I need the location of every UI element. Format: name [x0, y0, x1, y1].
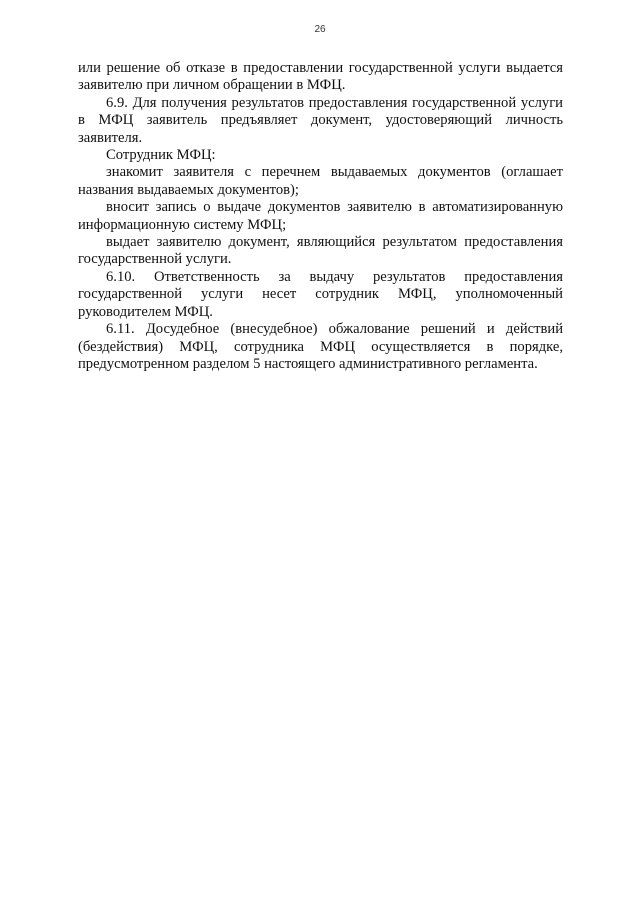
paragraph-staff-duty-1: знакомит заявителя с перечнем выдаваемых документов (оглашает названия выдаваемых документов); — [78, 164, 563, 198]
paragraph-6-9: 6.9. Для получения результатов предоставления государственной услуги в МФЦ заявитель предъявляет документ, удостоверяющий личность заявителя. — [78, 94, 563, 146]
paragraph-staff-duty-2: вносит запись о выдаче документов заявителю в автоматизированную информационную систему МФЦ; — [78, 199, 563, 233]
document-body — [78, 60, 563, 373]
page-number: 26 — [314, 24, 326, 35]
paragraph-staff-heading: Сотрудник МФЦ: — [106, 147, 216, 164]
paragraph-6-11: 6.11. Досудебное (внесудебное) обжалование решений и действий (бездействия) МФЦ, сотрудника МФЦ осуществляется в порядке, предусмотренном разделом 5 настоящего административного регламента. — [78, 321, 563, 372]
paragraph-staff-duty-3: выдает заявителю документ, являющийся результатом предоставления государственной услуги. — [78, 234, 563, 268]
paragraph-continuation: или решение об отказе в предоставлении государственной услуги выдается заявителю при личном обращении в МФЦ. — [78, 60, 563, 94]
paragraph-6-10: 6.10. Ответственность за выдачу результатов предоставления государственной услуги несет сотрудник МФЦ, уполномоченный руководителем МФЦ. — [78, 268, 563, 320]
